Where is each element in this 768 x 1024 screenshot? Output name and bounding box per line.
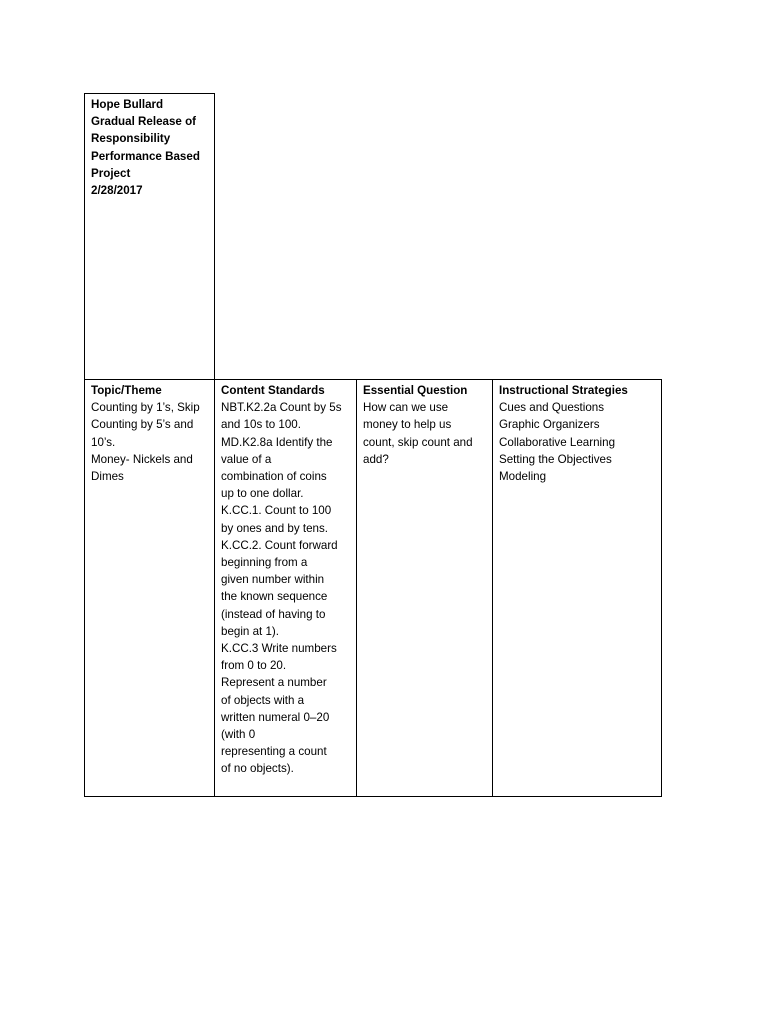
standards-line: from 0 to 20. bbox=[221, 659, 287, 673]
standards-line: of objects with a bbox=[221, 693, 305, 707]
strategy-item: Collaborative Learning bbox=[499, 435, 616, 449]
project-title-line-3: Performance Based bbox=[91, 149, 200, 163]
content-standards-cell bbox=[214, 379, 357, 797]
topic-line: Counting by 5’s and bbox=[91, 418, 194, 432]
strategy-item: Graphic Organizers bbox=[499, 418, 600, 432]
strategy-item: Modeling bbox=[499, 470, 547, 484]
standards-line: of no objects). bbox=[221, 762, 294, 776]
instructional-strategies-cell bbox=[492, 379, 662, 797]
standards-line: Represent a number bbox=[221, 676, 327, 690]
essential-question-heading: Essential Question bbox=[363, 384, 468, 397]
strategy-item: Setting the Objectives bbox=[499, 452, 612, 466]
topic-theme-cell bbox=[84, 379, 215, 797]
essential-question-cell bbox=[356, 379, 493, 797]
project-title-line-2: Responsibility bbox=[91, 132, 171, 146]
standards-line: written numeral 0–20 bbox=[221, 710, 330, 724]
standards-line: and 10s to 100. bbox=[221, 418, 301, 432]
standards-line: begin at 1). bbox=[221, 624, 280, 638]
standards-line: given number within bbox=[221, 573, 325, 587]
standards-line: K.CC.2. Count forward bbox=[221, 538, 338, 552]
topic-line: 10’s. bbox=[91, 435, 116, 449]
standards-line: beginning from a bbox=[221, 556, 308, 570]
standards-line: NBT.K2.2a Count by 5s bbox=[221, 401, 342, 415]
instructional-strategies-heading: Instructional Strategies bbox=[499, 384, 628, 397]
author-name: Hope Bullard bbox=[91, 98, 164, 111]
question-line: count, skip count and bbox=[363, 435, 473, 449]
standards-line: K.CC.1. Count to 100 bbox=[221, 504, 332, 518]
project-title-line-4: Project bbox=[91, 166, 131, 180]
standards-line: combination of coins bbox=[221, 470, 327, 484]
standards-line: MD.K2.8a Identify the bbox=[221, 435, 333, 449]
standards-line: up to one dollar. bbox=[221, 487, 304, 501]
topic-line: Money- Nickels and bbox=[91, 452, 193, 466]
standards-line: K.CC.3 Write numbers bbox=[221, 642, 337, 656]
header-cell bbox=[84, 93, 215, 380]
topic-line: Dimes bbox=[91, 470, 124, 484]
standards-line: by ones and by tens. bbox=[221, 521, 328, 535]
standards-line: the known sequence bbox=[221, 590, 328, 604]
standards-line: (instead of having to bbox=[221, 607, 326, 621]
standards-line: value of a bbox=[221, 452, 272, 466]
project-date: 2/28/2017 bbox=[91, 184, 143, 198]
question-line: money to help us bbox=[363, 418, 452, 432]
topic-theme-heading: Topic/Theme bbox=[91, 384, 162, 397]
topic-line: Counting by 1’s, Skip bbox=[91, 401, 200, 415]
strategy-item: Cues and Questions bbox=[499, 401, 605, 415]
project-title-line-1: Gradual Release of bbox=[91, 115, 197, 129]
standards-line: representing a count bbox=[221, 745, 327, 759]
content-standards-heading: Content Standards bbox=[221, 384, 325, 397]
question-line: add? bbox=[363, 452, 389, 466]
question-line: How can we use bbox=[363, 401, 449, 415]
standards-line: (with 0 bbox=[221, 728, 256, 742]
